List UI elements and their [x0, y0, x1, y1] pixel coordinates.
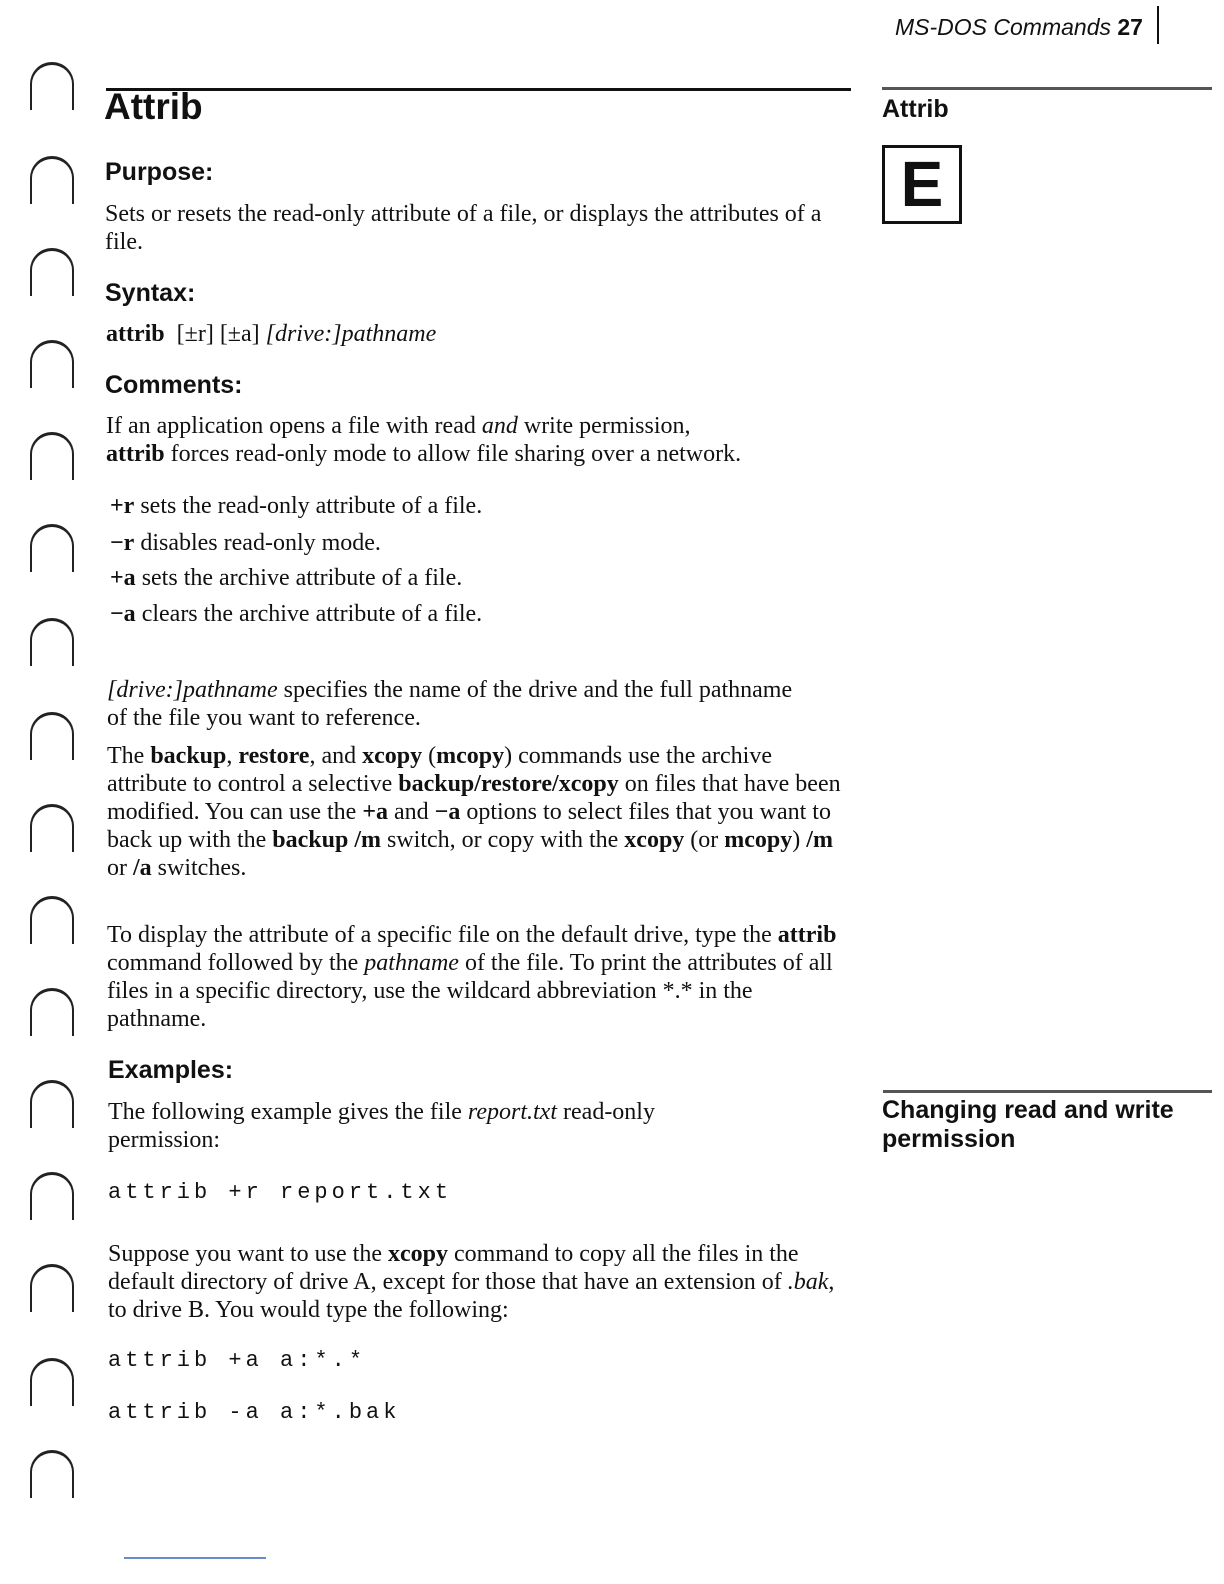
examples-heading: Examples: — [108, 1056, 234, 1084]
example-1-text — [108, 1098, 768, 1154]
text-run-bold: xcopy — [387, 1241, 448, 1267]
text-run-bold: xcopy — [624, 827, 685, 853]
text-run: ( — [422, 743, 437, 769]
option-item — [110, 600, 482, 628]
sidebar-rule — [882, 87, 1212, 90]
text-run-italic: pathname — [364, 950, 459, 976]
text-run-italic: .bak — [787, 1269, 829, 1295]
option-switch: −r — [110, 530, 135, 556]
punch-hole — [30, 156, 74, 204]
code-example-3: attrib -a a:*.bak — [108, 1400, 401, 1425]
text-run-italic: and — [481, 413, 518, 439]
option-text: disables read-only mode. — [134, 530, 381, 556]
text-run-bold: attrib — [777, 922, 837, 948]
text-run-bold: mcopy — [436, 743, 505, 769]
text-run-bold: backup/restore/xcopy — [398, 771, 619, 797]
purpose-heading: Purpose: — [105, 158, 214, 186]
punch-hole — [30, 1172, 74, 1220]
option-item — [110, 529, 381, 557]
purpose-text: Sets or resets the read-only attribute of a file, or displays the attributes of a file. — [105, 201, 822, 255]
punch-hole — [30, 524, 74, 572]
text-run: specifies the name of the drive and the full pathname of the file you want to reference. — [107, 677, 793, 731]
option-switch: +r — [110, 493, 135, 519]
text-run: options to select files that you want to back up with the — [107, 799, 831, 853]
pathname-paragraph — [107, 676, 807, 732]
text-run: , — [226, 743, 239, 769]
text-run-bold: backup — [150, 743, 227, 769]
text-run: ) — [792, 827, 807, 853]
option-item — [110, 564, 462, 592]
syntax-pathname: pathname — [341, 321, 437, 347]
text-run: write permission, — [517, 413, 691, 439]
category-letter-box: E — [882, 145, 962, 224]
syntax-opt-r: [±r] — [176, 321, 214, 347]
sidebar-margin-note: Changing read and write permission — [882, 1096, 1174, 1153]
example-2-text — [108, 1240, 856, 1324]
syntax-heading: Syntax: — [105, 279, 196, 307]
title-rule — [106, 88, 851, 91]
text-run: The — [107, 743, 151, 769]
text-run: switches. — [151, 855, 247, 881]
syntax-line — [106, 320, 436, 348]
text-run: To display the attribute of a specific file on the default drive, type the — [107, 922, 778, 948]
text-run: switch, or copy with the — [381, 827, 625, 853]
punch-hole — [30, 804, 74, 852]
text-run-italic: pathname — [182, 677, 278, 703]
punch-hole — [30, 1450, 74, 1498]
option-switch: +a — [110, 565, 136, 591]
text-run-bold: mcopy — [724, 827, 793, 853]
code-example-2: attrib +a a:*.* — [108, 1348, 367, 1373]
punch-hole — [30, 62, 74, 110]
display-paragraph — [107, 921, 852, 1033]
text-run-bold: +a — [362, 799, 388, 825]
text-run-bold: −a — [434, 799, 461, 825]
page-number: 27 — [1117, 14, 1143, 40]
comments-paragraph — [106, 412, 856, 468]
footer-mark — [124, 1557, 266, 1559]
sidebar-rule — [883, 1090, 1212, 1093]
punch-hole — [30, 1080, 74, 1128]
code-example-1: attrib +r report.txt — [108, 1180, 453, 1205]
text-run: read-only permission: — [108, 1099, 655, 1153]
punch-hole — [30, 896, 74, 944]
text-run: on files that have been modified. You can use the — [107, 771, 841, 825]
punch-hole — [30, 1358, 74, 1406]
text-run: , to drive B. You would type the following: — [108, 1269, 835, 1323]
syntax-command: attrib — [106, 321, 165, 347]
option-switch: −a — [110, 601, 136, 627]
punch-hole — [30, 618, 74, 666]
punch-hole — [30, 988, 74, 1036]
syntax-opt-a: [±a] — [219, 321, 260, 347]
text-run-bold: attrib — [106, 441, 165, 467]
text-run: Suppose you want to use the — [108, 1241, 388, 1267]
text-run: and — [388, 799, 435, 825]
punch-hole — [30, 432, 74, 480]
text-run: (or — [684, 827, 725, 853]
backup-paragraph — [107, 742, 852, 882]
punch-hole — [30, 340, 74, 388]
page-title: Attrib — [104, 86, 203, 127]
running-head — [895, 14, 1143, 41]
text-run: ) commands use the archive attribute to control a selective — [107, 743, 772, 797]
text-run: of the file. To print the attributes of all files in a specific directory, use the wildcard abbreviation *.* in the pathname. — [107, 950, 833, 1032]
comments-heading: Comments: — [105, 371, 243, 399]
text-run-bold: /a — [133, 855, 152, 881]
punch-hole — [30, 1264, 74, 1312]
text-run: command to copy all the files in the default directory of drive A, except for those that have an extension of — [108, 1241, 799, 1295]
syntax-drive: [drive:] — [265, 321, 342, 347]
text-run: or — [107, 855, 133, 881]
option-text: sets the read-only attribute of a file. — [134, 493, 483, 519]
running-title: MS-DOS Commands — [895, 14, 1111, 40]
text-run-bold: xcopy — [362, 743, 423, 769]
sidebar-section-title: Attrib — [882, 95, 949, 123]
option-text: clears the archive attribute of a file. — [135, 601, 483, 627]
text-run: command followed by the — [107, 950, 365, 976]
text-run-italic: [drive:] — [107, 677, 183, 703]
text-run: , and — [309, 743, 363, 769]
header-divider — [1157, 6, 1159, 44]
text-run: If an application opens a file with read — [106, 413, 482, 439]
option-text: sets the archive attribute of a file. — [135, 565, 463, 591]
text-run-bold: /m — [806, 827, 833, 853]
punch-hole — [30, 248, 74, 296]
text-run: forces read-only mode to allow file sharing over a network. — [164, 441, 742, 467]
text-run: The following example gives the file — [108, 1099, 468, 1125]
text-run-italic: report.txt — [467, 1099, 558, 1125]
text-run-bold: backup /m — [272, 827, 381, 853]
option-item — [110, 492, 482, 520]
punch-hole — [30, 712, 74, 760]
text-run-bold: restore — [238, 743, 310, 769]
